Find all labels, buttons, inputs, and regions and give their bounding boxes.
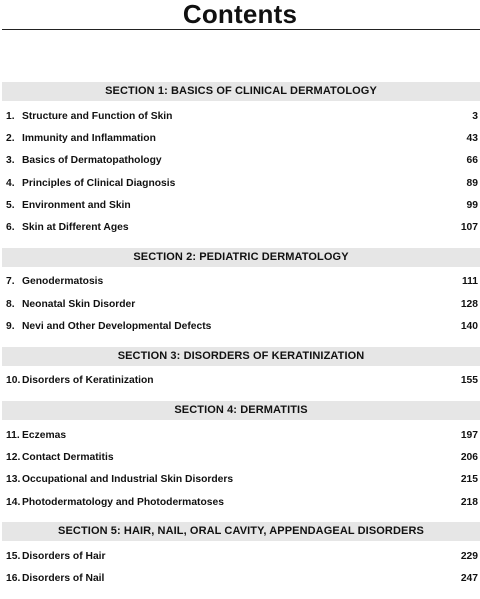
- chapter-number: 16.: [6, 573, 21, 585]
- chapter-title: Disorders of Nail: [22, 573, 105, 585]
- toc-entry[interactable]: [2, 469, 480, 491]
- page-number: 229: [460, 550, 478, 562]
- page-number: 66: [466, 155, 478, 167]
- section-heading: SECTION 2: PEDIATRIC DERMATOLOGY: [2, 248, 480, 267]
- page-number: 206: [460, 451, 478, 463]
- toc-entry[interactable]: [2, 545, 480, 567]
- toc-entry[interactable]: [2, 370, 480, 392]
- chapter-number: 9.: [6, 321, 15, 333]
- page-number: 111: [461, 276, 478, 288]
- page-number: 140: [460, 321, 478, 333]
- page-number: 155: [460, 375, 478, 387]
- chapter-title: Photodermatology and Photodermatoses: [22, 496, 224, 508]
- chapter-title: Contact Dermatitis: [22, 451, 114, 463]
- chapter-title: Principles of Clinical Diagnosis: [22, 177, 176, 189]
- page-number: 218: [460, 496, 478, 508]
- toc-entry[interactable]: [2, 105, 480, 127]
- page-number: 3: [472, 110, 478, 122]
- chapter-title: Neonatal Skin Disorder: [22, 298, 136, 310]
- page-number: 215: [460, 474, 478, 486]
- toc-entry[interactable]: [2, 293, 480, 315]
- chapter-number: 5.: [6, 199, 15, 211]
- section-heading: SECTION 4: DERMATITIS: [2, 401, 480, 420]
- section-heading: SECTION 5: HAIR, NAIL, ORAL CAVITY, APPENDAGEAL DISORDERS: [2, 522, 480, 541]
- chapter-number: 8.: [6, 298, 15, 310]
- chapter-number: 2.: [6, 132, 15, 144]
- page-number: 107: [460, 222, 478, 234]
- toc-entry[interactable]: [2, 315, 480, 337]
- chapter-number: 12.: [6, 451, 21, 463]
- chapter-title: Eczemas: [22, 429, 67, 441]
- chapter-number: 13.: [6, 474, 21, 486]
- chapter-title: Nevi and Other Developmental Defects: [22, 321, 212, 333]
- chapter-title: Basics of Dermatopathology: [22, 155, 162, 167]
- page-number: 128: [460, 298, 478, 310]
- toc-entry[interactable]: [2, 491, 480, 513]
- page-number: 99: [466, 199, 478, 211]
- page-number: 43: [466, 132, 478, 144]
- chapter-number: 14.: [6, 496, 21, 508]
- chapter-number: 15.: [6, 550, 21, 562]
- chapter-number: 4.: [6, 177, 15, 189]
- chapter-title: Structure and Function of Skin: [22, 110, 173, 122]
- toc-entry[interactable]: [2, 172, 480, 194]
- toc-entry[interactable]: [2, 424, 480, 446]
- chapter-title: Genodermatosis: [22, 276, 104, 288]
- chapter-number: 3.: [6, 155, 15, 167]
- toc-entry[interactable]: [2, 216, 480, 238]
- chapter-title: Disorders of Keratinization: [22, 375, 154, 387]
- page-number: 197: [460, 429, 478, 441]
- chapter-number: 10.: [6, 375, 21, 387]
- title-rule: [2, 29, 480, 30]
- chapter-title: Environment and Skin: [22, 199, 131, 211]
- chapter-number: 11.: [6, 429, 20, 441]
- toc-entry[interactable]: [2, 127, 480, 149]
- toc-entry[interactable]: [2, 194, 480, 216]
- page-number: 89: [466, 177, 478, 189]
- chapter-number: 6.: [6, 222, 15, 234]
- chapter-title: Immunity and Inflammation: [22, 132, 156, 144]
- chapter-title: Skin at Different Ages: [22, 222, 129, 234]
- page-number: 247: [460, 573, 478, 585]
- chapter-title: Disorders of Hair: [22, 550, 106, 562]
- toc-entry[interactable]: [2, 150, 480, 172]
- toc-entry[interactable]: [2, 271, 480, 293]
- section-heading: SECTION 3: DISORDERS OF KERATINIZATION: [2, 347, 480, 366]
- chapter-number: 7.: [6, 276, 15, 288]
- table-of-contents: [2, 82, 480, 599]
- toc-entry[interactable]: [2, 446, 480, 468]
- toc-entry[interactable]: [2, 567, 480, 589]
- chapter-title: Occupational and Industrial Skin Disorders: [22, 474, 234, 486]
- page-title: Contents: [182, 0, 298, 29]
- chapter-number: 1.: [6, 110, 15, 122]
- section-heading: SECTION 1: BASICS OF CLINICAL DERMATOLOGY: [2, 82, 480, 101]
